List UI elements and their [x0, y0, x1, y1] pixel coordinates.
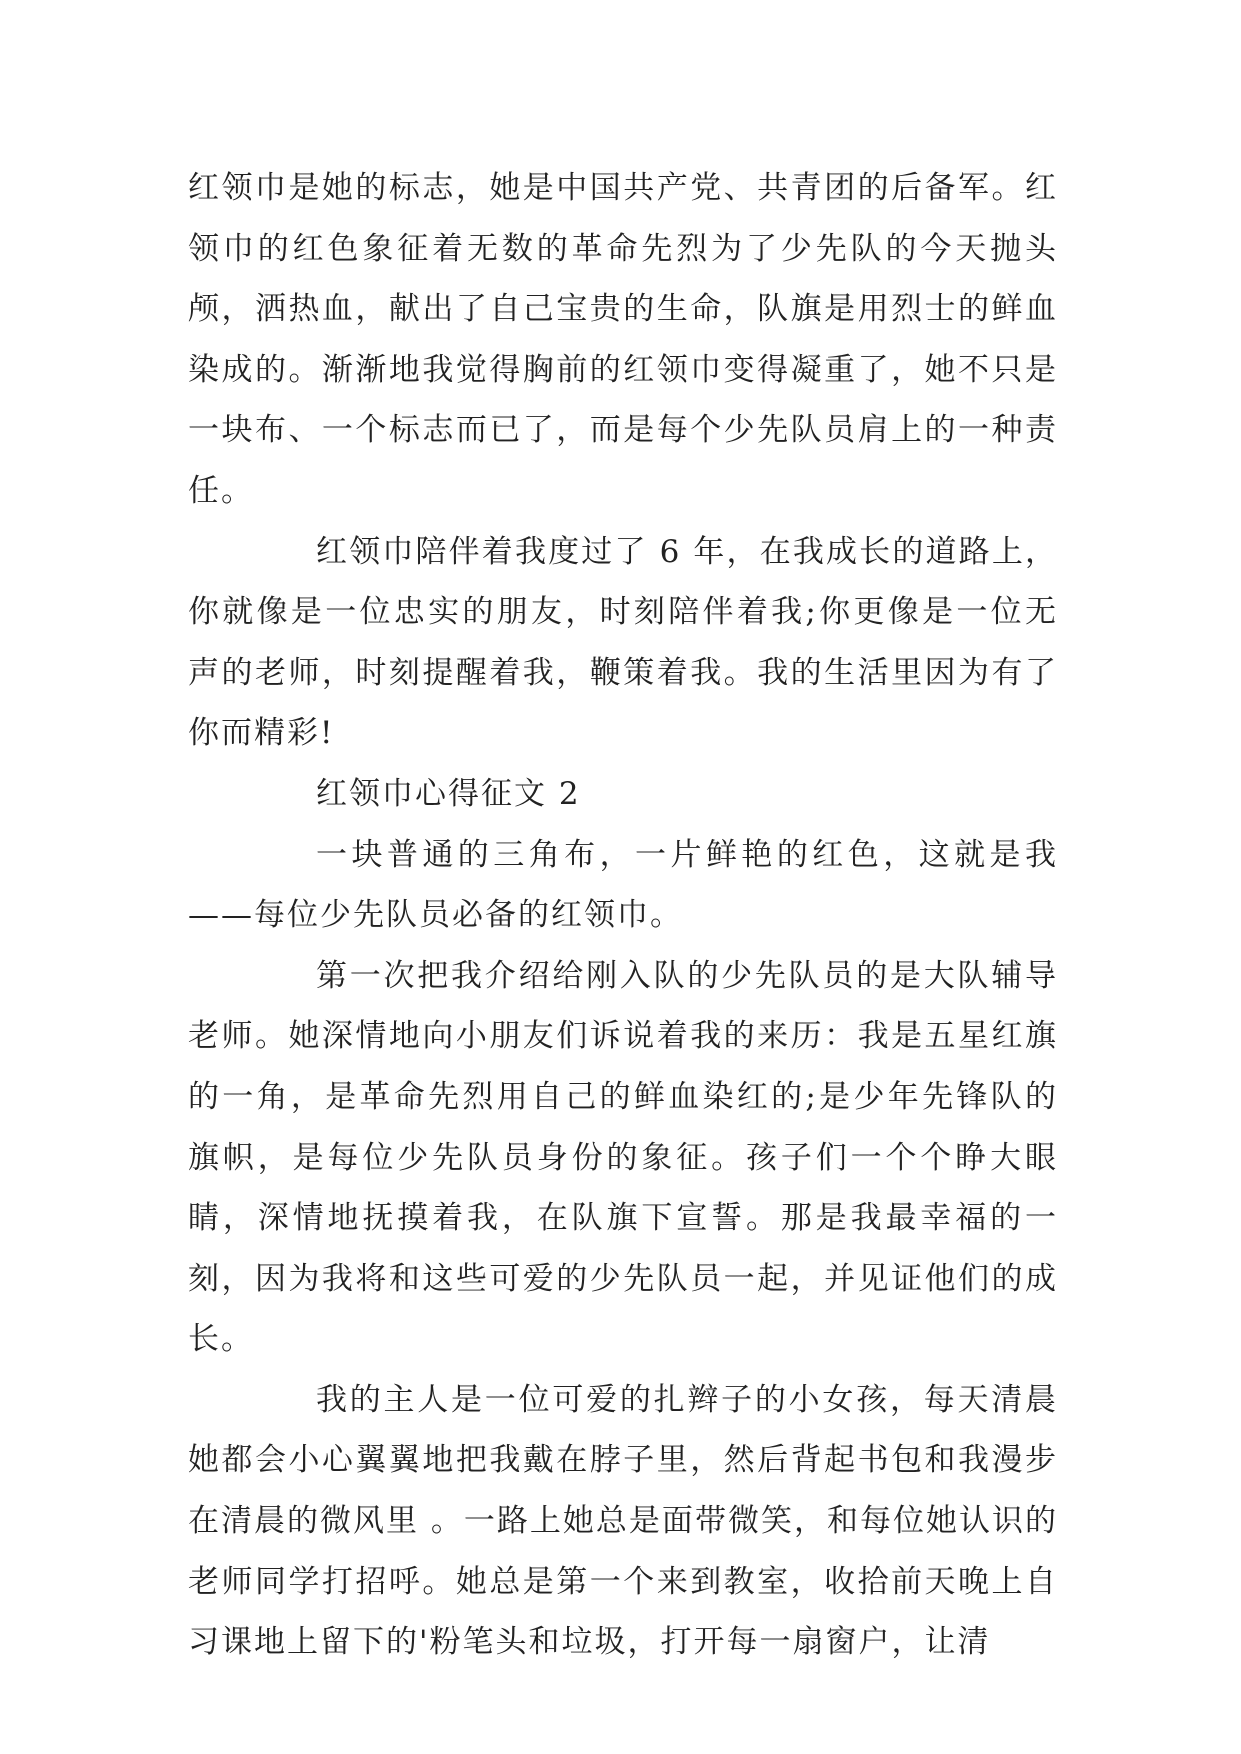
paragraph-5: 我的主人是一位可爱的扎辫子的小女孩，每天清晨她都会小心翼翼地把我戴在脖子里，然后背起书包和我漫步在清晨的微风里 。一路上她总是面带微笑，和每位她认识的老师同学打招呼。她总是第一个来到教室，收拾前天晚上自习课地上留下的'粉笔头和垃圾，打开每一扇窗户，让清 [188, 1381, 1058, 1661]
paragraph-2: 红领巾陪伴着我度过了 6 年，在我成长的道路上，你就像是一位忠实的朋友，时刻陪伴着我;你更像是一位无声的老师，时刻提醒着我，鞭策着我。我的生活里因为有了你而精彩! [188, 533, 1058, 752]
paragraph-3: 一块普通的三角布，一片鲜艳的红色，这就是我——每位少先队员必备的红领巾。 [188, 836, 1058, 934]
section-heading: 红领巾心得征文 2 [316, 775, 581, 812]
document-body [188, 158, 1058, 1673]
paragraph-1: 红领巾是她的标志，她是中国共产党、共青团的后备军。红领巾的红色象征着无数的革命先烈为了少先队的今天抛头颅，洒热血，献出了自己宝贵的生命，队旗是用烈士的鲜血染成的。渐渐地我觉得胸前的红领巾变得凝重了，她不只是一块布、一个标志而已了，而是每个少先队员肩上的一种责任。 [188, 170, 1058, 509]
paragraph-4: 第一次把我介绍给刚入队的少先队员的是大队辅导老师。她深情地向小朋友们诉说着我的来历：我是五星红旗的一角，是革命先烈用自己的鲜血染红的;是少年先锋队的旗帜，是每位少先队员身份的象征。孩子们一个个睁大眼睛，深情地抚摸着我，在队旗下宣誓。那是我最幸福的一刻，因为我将和这些可爱的少先队员一起，并见证他们的成长。 [188, 957, 1058, 1358]
